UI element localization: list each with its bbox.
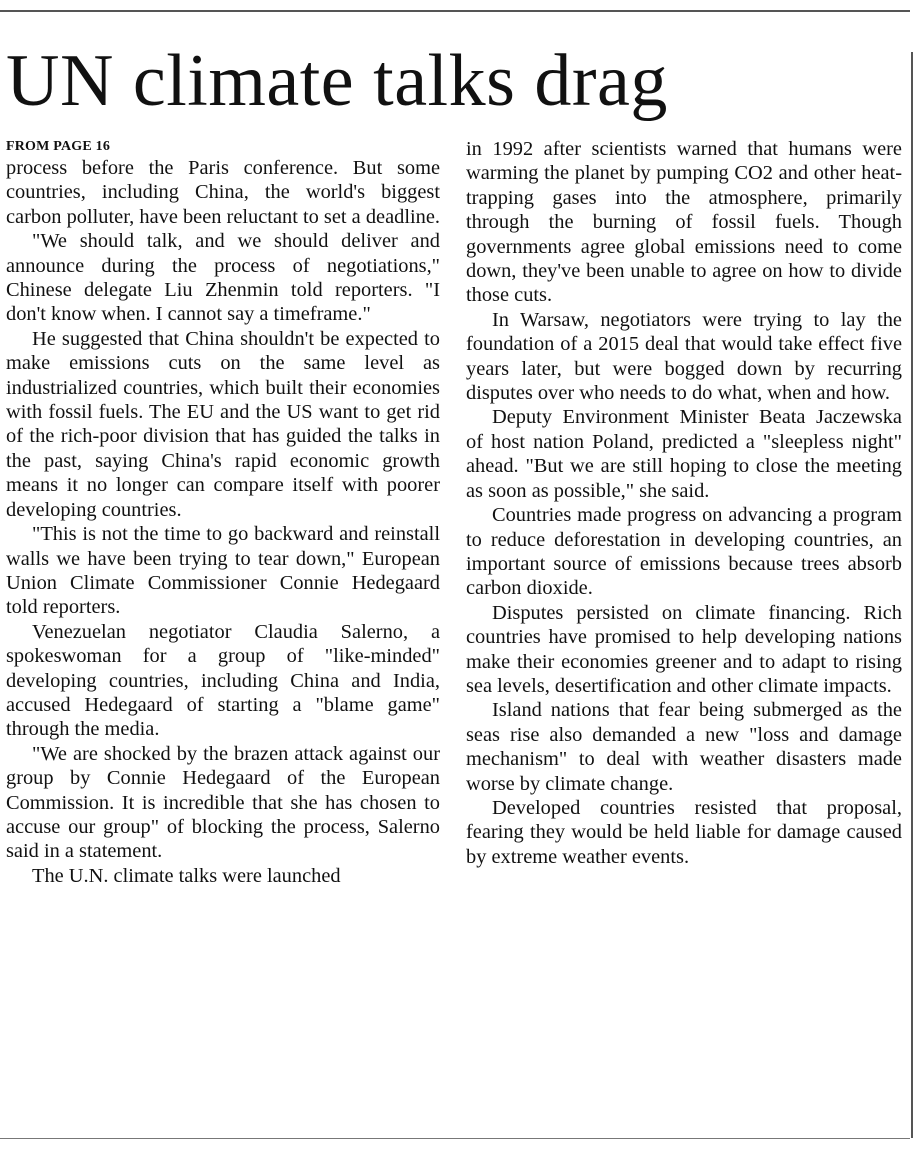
jump-kicker: FROM PAGE 16: [6, 139, 111, 154]
article-column-right: [466, 137, 902, 869]
paragraph: Island nations that fear being submerged as the seas rise also demanded a new "loss and damage mechanism" to deal with weather disasters made worse by climate change.: [466, 699, 902, 795]
article-column-left: [6, 136, 440, 888]
paragraph: Venezuelan negotiator Claudia Salerno, a spokeswoman for a group of "like-minded" developing countries, including China and India, accused Hedegaard of starting a "blame game" through the media.: [6, 620, 440, 741]
paragraph: Countries made progress on advancing a program to reduce deforestation in developing countries, an important source of emissions because trees absorb carbon dioxide.: [466, 504, 902, 600]
bottom-rule: [0, 1138, 910, 1139]
paragraph: "We are shocked by the brazen attack against our group by Connie Hedegaard of the European Commission. It is incredible that she has chosen to accuse our group" of blocking the process, Salerno said in a statement.: [6, 742, 440, 863]
paragraph: In Warsaw, negotiators were trying to lay the foundation of a 2015 deal that would take effect five years later, but were bogged down by recurring disputes over who needs to do what, when and how.: [466, 308, 902, 405]
paragraph: in 1992 after scientists warned that humans were warming the planet by pumping CO2 and other heat-trapping gases into the atmosphere, primarily through the burning of fossil fuels. Though governments agree global emissions need to come down, they've been unable to agree on how to divide those cuts.: [466, 138, 902, 307]
paragraph: "We should talk, and we should deliver and announce during the process of negotiations," Chinese delegate Liu Zhenmin told reporters. "I don't know when. I cannot say a timeframe.": [6, 230, 440, 326]
paragraph: Disputes persisted on climate financing. Rich countries have promised to help developing nations make their economies greener and to adapt to rising sea levels, desertification and other climate impacts.: [466, 601, 902, 697]
paragraph: Developed countries resisted that proposal, fearing they would be held liable for damage caused by extreme weather events.: [466, 796, 902, 868]
top-rule: [0, 10, 910, 12]
paragraph: "This is not the time to go backward and reinstall walls we have been trying to tear down," European Union Climate Commissioner Connie Hedegaard told reporters.: [6, 523, 440, 619]
headline: UN climate talks drag: [6, 40, 668, 122]
paragraph: Deputy Environment Minister Beata Jaczewska of host nation Poland, predicted a "sleepless night" ahead. "But we are still hoping to close the meeting as soon as possible," she said.: [466, 406, 902, 502]
paragraph: process before the Paris conference. But some countries, including China, the world's biggest carbon polluter, have been reluctant to set a deadline.: [6, 157, 440, 228]
paragraph: The U.N. climate talks were launched: [32, 864, 341, 887]
right-rule: [911, 52, 913, 1138]
paragraph: He suggested that China shouldn't be expected to make emissions cuts on the same level as industrialized countries, which built their economies with fossil fuels. The EU and the US want to get rid of the rich-poor division that has guided the talks in the past, saying China's rapid economic growth means it no longer can compare itself with poorer developing countries.: [6, 327, 440, 521]
